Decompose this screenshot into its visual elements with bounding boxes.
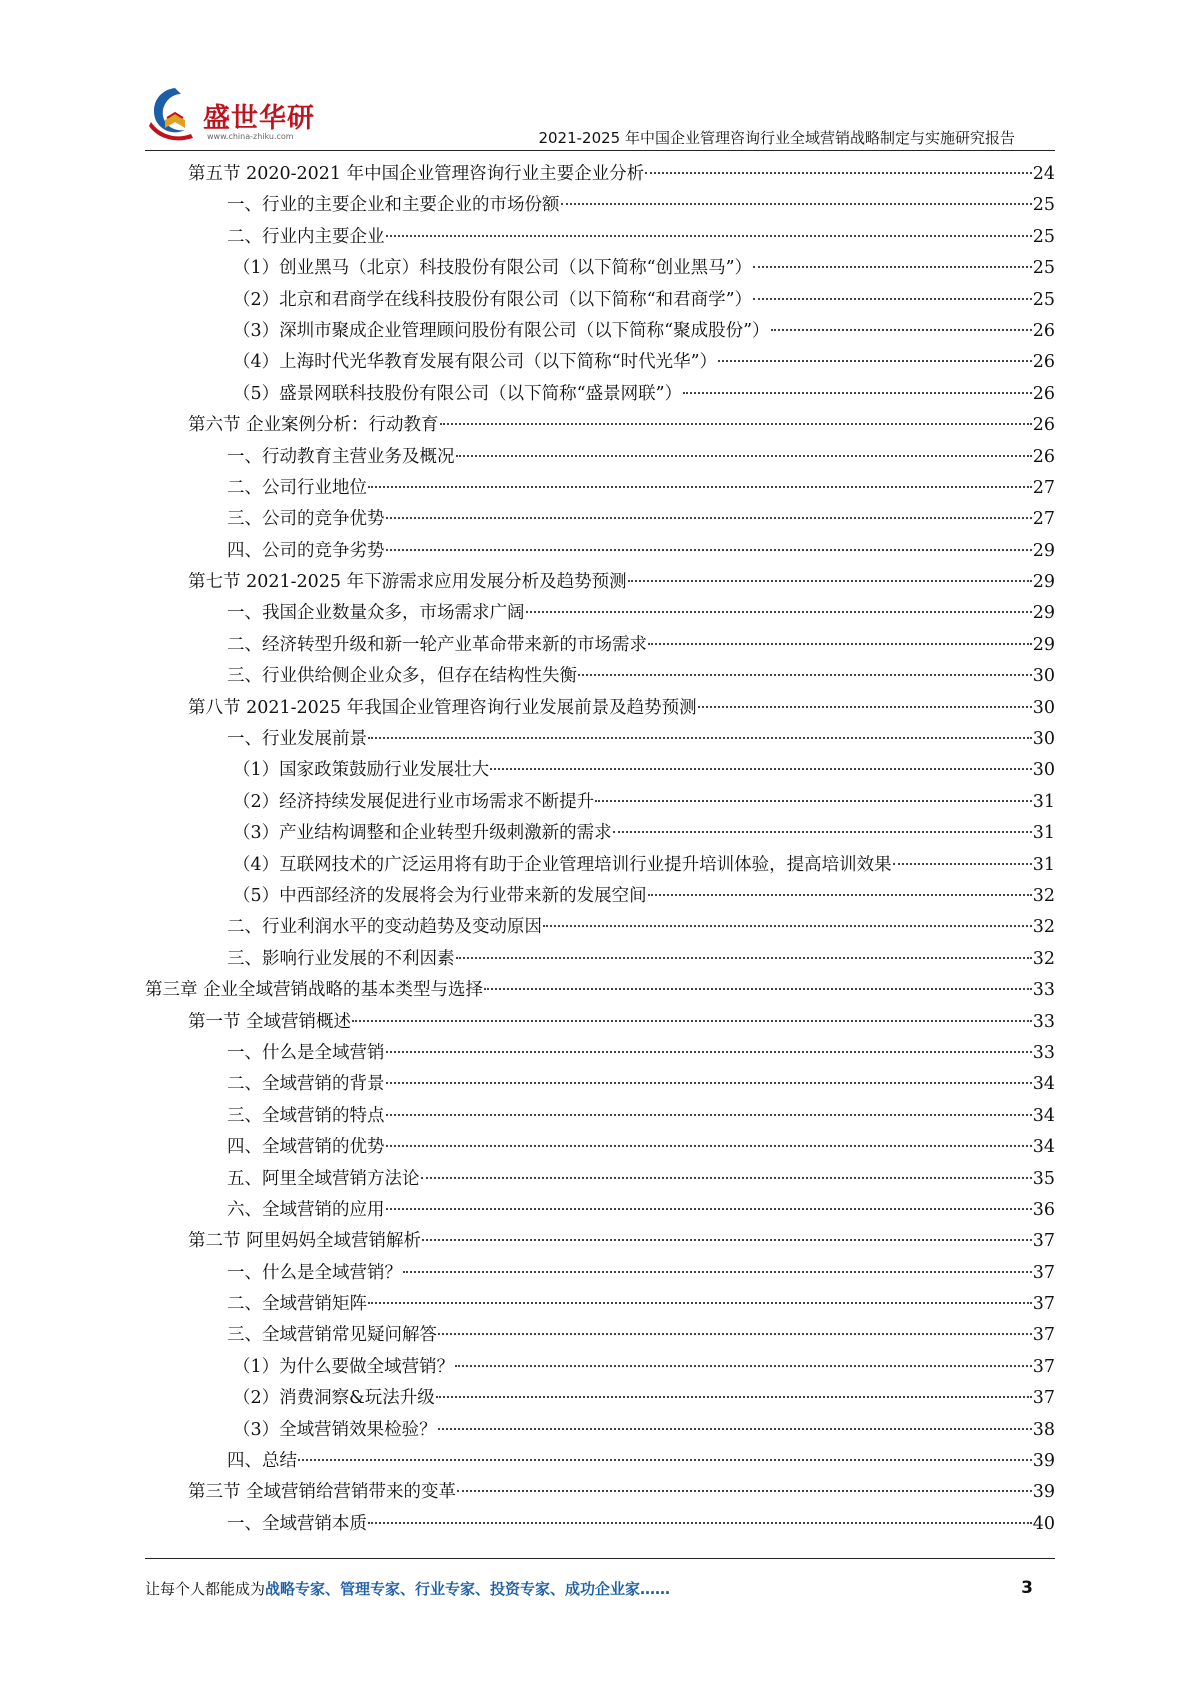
- toc-entry[interactable]: [145, 1509, 1055, 1540]
- toc-entry-title: （2）经济持续发展促进行业市场需求不断提升: [233, 791, 595, 812]
- toc-entry-title: 一、行动教育主营业务及概况: [227, 446, 455, 467]
- toc-leader-dots: [753, 266, 1032, 268]
- toc-entry-title: （4）上海时代光华教育发展有限公司（以下简称“时代光华”）: [233, 352, 718, 373]
- toc-entry-page: 34: [1032, 1074, 1055, 1095]
- toc-leader-dots: [455, 1365, 1032, 1367]
- toc-leader-dots: [648, 894, 1032, 896]
- toc-leader-dots: [386, 1208, 1032, 1210]
- toc-entry-page: 37: [1032, 1262, 1055, 1283]
- toc-entry-page: 25: [1032, 258, 1055, 279]
- toc-entry-page: 26: [1032, 446, 1055, 467]
- toc-entry-page: 26: [1032, 352, 1055, 373]
- toc-leader-dots: [368, 1302, 1032, 1304]
- toc-leader-dots: [753, 298, 1032, 300]
- toc-entry[interactable]: [145, 1007, 1055, 1038]
- toc-entry-title: （3）产业结构调整和企业转型升级刺激新的需求: [233, 823, 612, 844]
- toc-entry[interactable]: [145, 661, 1055, 692]
- toc-entry-title: 二、行业内主要企业: [227, 226, 385, 247]
- toc-entry[interactable]: [145, 1446, 1055, 1477]
- toc-leader-dots: [440, 423, 1032, 425]
- toc-leader-dots: [386, 549, 1032, 551]
- toc-entry-page: 30: [1032, 760, 1055, 781]
- toc-entry[interactable]: [145, 504, 1055, 535]
- footer-slogan-prefix: 让每个人都能成为: [145, 1580, 266, 1598]
- toc-entry[interactable]: [145, 159, 1055, 190]
- toc-entry-title: （4）互联网技术的广泛运用将有助于企业管理培训行业提升培训体验，提高培训效果: [233, 854, 892, 875]
- toc-leader-dots: [648, 643, 1032, 645]
- toc-entry-title: 四、公司的竞争劣势: [227, 540, 385, 561]
- toc-entry-page: 29: [1032, 603, 1055, 624]
- toc-entry[interactable]: [145, 1101, 1055, 1132]
- toc-leader-dots: [595, 800, 1032, 802]
- toc-entry-title: 二、全域营销矩阵: [227, 1294, 367, 1315]
- toc-entry-title: 第三节 全域营销给营销带来的变革: [188, 1482, 457, 1503]
- toc-entry-page: 27: [1032, 509, 1055, 530]
- toc-entry[interactable]: [145, 222, 1055, 253]
- toc-entry[interactable]: [145, 1069, 1055, 1100]
- toc-leader-dots: [893, 863, 1032, 865]
- toc-entry-page: 26: [1032, 320, 1055, 341]
- logo-name: 盛世华研: [203, 103, 315, 134]
- toc-leader-dots: [386, 235, 1032, 237]
- toc-leader-dots: [422, 1239, 1032, 1241]
- toc-entry-title: （1）国家政策鼓励行业发展壮大: [233, 760, 490, 781]
- toc-entry-page: 29: [1032, 634, 1055, 655]
- toc-entry-page: 25: [1032, 289, 1055, 310]
- toc-entry-page: 38: [1032, 1419, 1055, 1440]
- toc-leader-dots: [484, 988, 1032, 990]
- toc-entry-page: 39: [1032, 1482, 1055, 1503]
- report-title: 2021-2025 年中国企业管理咨询行业全域营销战略制定与实施研究报告: [538, 129, 1015, 147]
- toc-leader-dots: [386, 1082, 1032, 1084]
- toc-entry-title: （1）创业黑马（北京）科技股份有限公司（以下简称“创业黑马”）: [233, 258, 753, 279]
- page-footer: [145, 1578, 1055, 1608]
- toc-leader-dots: [456, 455, 1032, 457]
- toc-leader-dots: [421, 1177, 1032, 1179]
- toc-entry-title: 二、公司行业地位: [227, 477, 367, 498]
- toc-entry[interactable]: [145, 285, 1055, 316]
- toc-entry-title: 一、我国企业数量众多，市场需求广阔: [227, 603, 525, 624]
- toc-entry-title: 第七节 2021-2025 年下游需求应用发展分析及趋势预测: [188, 572, 627, 593]
- header-divider: [145, 150, 1055, 151]
- toc-entry-title: （3）全域营销效果检验？: [233, 1419, 437, 1440]
- toc-leader-dots: [645, 172, 1032, 174]
- toc-leader-dots: [386, 1114, 1032, 1116]
- toc-entry[interactable]: [145, 1352, 1055, 1383]
- toc-entry[interactable]: [145, 818, 1055, 849]
- toc-leader-dots: [403, 1271, 1032, 1273]
- toc-entry-page: 32: [1032, 917, 1055, 938]
- toc-entry-page: 35: [1032, 1168, 1055, 1189]
- toc-entry-page: 27: [1032, 477, 1055, 498]
- toc-entry[interactable]: [145, 912, 1055, 943]
- toc-entry[interactable]: [145, 379, 1055, 410]
- toc-entry-title: 三、行业供给侧企业众多，但存在结构性失衡: [227, 666, 577, 687]
- footer-divider: [145, 1558, 1055, 1559]
- toc-entry[interactable]: [145, 1383, 1055, 1414]
- toc-entry-title: 一、全域营销本质: [227, 1513, 367, 1534]
- toc-entry-page: 25: [1032, 226, 1055, 247]
- toc-leader-dots: [490, 768, 1032, 770]
- logo-url: www.china-zhiku.com: [207, 132, 294, 141]
- toc-entry[interactable]: [145, 944, 1055, 975]
- toc-entry-title: 一、行业的主要企业和主要企业的市场份额: [227, 195, 560, 216]
- toc-entry[interactable]: [145, 630, 1055, 661]
- toc-entry-page: 24: [1032, 164, 1055, 184]
- toc-entry-page: 33: [1032, 980, 1055, 1001]
- toc-entry-page: 37: [1032, 1388, 1055, 1409]
- toc-entry[interactable]: [145, 881, 1055, 912]
- toc-entry-title: 三、全域营销常见疑问解答: [227, 1325, 437, 1346]
- toc-entry-title: 一、什么是全域营销？: [227, 1262, 402, 1283]
- toc-entry-page: 30: [1032, 666, 1055, 687]
- toc-entry[interactable]: [145, 1477, 1055, 1508]
- toc-entry-title: （3）深圳市聚成企业管理顾问股份有限公司（以下简称“聚成股份”）: [233, 320, 770, 341]
- toc-entry[interactable]: [145, 787, 1055, 818]
- toc-entry[interactable]: [145, 190, 1055, 221]
- toc-leader-dots: [613, 831, 1032, 833]
- toc-entry-title: 第五节 2020-2021 年中国企业管理咨询行业主要企业分析: [188, 164, 645, 184]
- toc-entry-page: 34: [1032, 1137, 1055, 1158]
- toc-entry-title: 二、行业利润水平的变动趋势及变动原因: [227, 917, 542, 938]
- toc-leader-dots: [436, 1396, 1032, 1398]
- toc-entry-page: 29: [1032, 572, 1055, 593]
- toc-entry[interactable]: [145, 598, 1055, 629]
- footer-slogan-highlight: 战略专家、管理专家、行业专家、投资专家、成功企业家……: [265, 1580, 671, 1598]
- company-logo: [145, 80, 325, 148]
- toc-entry[interactable]: [145, 850, 1055, 881]
- toc-entry-title: 四、总结: [227, 1451, 297, 1472]
- toc-entry-page: 31: [1032, 854, 1055, 875]
- toc-entry-page: 26: [1032, 383, 1055, 404]
- toc-entry-title: （5）中西部经济的发展将会为行业带来新的发展空间: [233, 885, 647, 906]
- toc-entry-page: 29: [1032, 540, 1055, 561]
- toc-entry-page: 30: [1032, 729, 1055, 750]
- toc-entry-page: 31: [1032, 823, 1055, 844]
- toc-entry-page: 37: [1032, 1356, 1055, 1377]
- toc-entry-title: 四、全域营销的优势: [227, 1137, 385, 1158]
- toc-entry-title: 三、公司的竞争优势: [227, 509, 385, 530]
- toc-entry-page: 31: [1032, 791, 1055, 812]
- toc-leader-dots: [578, 674, 1032, 676]
- toc-entry[interactable]: [145, 1320, 1055, 1351]
- toc-entry-title: 一、行业发展前景: [227, 729, 367, 750]
- toc-entry-page: 37: [1032, 1294, 1055, 1315]
- toc-entry[interactable]: [145, 253, 1055, 284]
- toc-entry[interactable]: [145, 975, 1055, 1006]
- toc-entry-title: 二、全域营销的背景: [227, 1074, 385, 1095]
- toc-entry-title: 第一节 全域营销概述: [188, 1011, 352, 1032]
- toc-leader-dots: [298, 1459, 1032, 1461]
- toc-entry[interactable]: [145, 316, 1055, 347]
- toc-leader-dots: [457, 1490, 1032, 1492]
- toc-leader-dots: [386, 517, 1032, 519]
- toc-entry[interactable]: [145, 1258, 1055, 1289]
- toc-entry-title: 三、全域营销的特点: [227, 1105, 385, 1126]
- toc-entry[interactable]: [145, 473, 1055, 504]
- toc-entry-page: 33: [1032, 1042, 1055, 1063]
- toc-entry-title: （1）为什么要做全域营销？: [233, 1356, 455, 1377]
- toc-entry-page: 33: [1032, 1011, 1055, 1032]
- toc-entry[interactable]: [145, 1132, 1055, 1163]
- toc-leader-dots: [438, 1333, 1032, 1335]
- toc-entry-page: 34: [1032, 1105, 1055, 1126]
- toc-leader-dots: [698, 706, 1032, 708]
- toc-leader-dots: [352, 1020, 1032, 1022]
- toc-entry-title: （2）北京和君商学在线科技股份有限公司（以下简称“和君商学”）: [233, 289, 753, 310]
- toc-leader-dots: [368, 737, 1032, 739]
- toc-entry[interactable]: [145, 410, 1055, 441]
- toc-entry-title: 二、经济转型升级和新一轮产业革命带来新的市场需求: [227, 634, 647, 655]
- page-number: 3: [1021, 1578, 1033, 1598]
- toc-entry-title: （5）盛景网联科技股份有限公司（以下简称“盛景网联”）: [233, 383, 683, 404]
- toc-entry-page: 39: [1032, 1451, 1055, 1472]
- toc-entry-page: 26: [1032, 415, 1055, 436]
- toc-entry-title: 第三章 企业全域营销战略的基本类型与选择: [145, 980, 484, 1001]
- toc-leader-dots: [386, 1145, 1032, 1147]
- toc-entry-title: 第六节 企业案例分析：行动教育: [188, 415, 439, 436]
- table-of-contents: [145, 159, 1055, 1540]
- toc-leader-dots: [368, 1522, 1032, 1524]
- toc-leader-dots: [456, 957, 1032, 959]
- toc-leader-dots: [561, 203, 1032, 205]
- toc-entry[interactable]: [145, 1038, 1055, 1069]
- toc-entry-page: 25: [1032, 195, 1055, 216]
- toc-entry-page: 32: [1032, 948, 1055, 969]
- toc-entry-page: 30: [1032, 697, 1055, 718]
- toc-leader-dots: [771, 329, 1032, 331]
- toc-entry-title: 第八节 2021-2025 年我国企业管理咨询行业发展前景及趋势预测: [188, 697, 697, 718]
- toc-entry[interactable]: [145, 567, 1055, 598]
- toc-entry[interactable]: [145, 347, 1055, 378]
- toc-entry[interactable]: [145, 1415, 1055, 1446]
- toc-entry-page: 37: [1032, 1325, 1055, 1346]
- toc-entry[interactable]: [145, 442, 1055, 473]
- toc-leader-dots: [683, 392, 1032, 394]
- toc-leader-dots: [368, 486, 1032, 488]
- toc-entry[interactable]: [145, 755, 1055, 786]
- toc-entry[interactable]: [145, 1164, 1055, 1195]
- toc-entry-title: 六、全域营销的应用: [227, 1199, 385, 1220]
- toc-leader-dots: [386, 1051, 1032, 1053]
- toc-entry-title: 三、影响行业发展的不利因素: [227, 948, 455, 969]
- toc-entry[interactable]: [145, 1195, 1055, 1226]
- toc-entry[interactable]: [145, 724, 1055, 755]
- toc-leader-dots: [628, 580, 1032, 582]
- toc-leader-dots: [526, 611, 1032, 613]
- toc-leader-dots: [543, 925, 1032, 927]
- logo-emblem-icon: [145, 82, 205, 142]
- toc-entry-title: （2）消费洞察&玩法升级: [233, 1388, 435, 1409]
- toc-entry-page: 32: [1032, 885, 1055, 906]
- toc-entry-title: 第二节 阿里妈妈全域营销解析: [188, 1231, 422, 1252]
- toc-entry-page: 37: [1032, 1231, 1055, 1252]
- toc-entry[interactable]: [145, 1226, 1055, 1257]
- toc-leader-dots: [718, 360, 1032, 362]
- toc-entry-title: 一、什么是全域营销: [227, 1042, 385, 1063]
- page-header: [145, 80, 1055, 148]
- toc-leader-dots: [438, 1428, 1032, 1430]
- toc-entry[interactable]: [145, 693, 1055, 724]
- toc-entry-title: 五、阿里全域营销方法论: [227, 1168, 420, 1189]
- toc-entry[interactable]: [145, 1289, 1055, 1320]
- toc-entry[interactable]: [145, 536, 1055, 567]
- toc-entry-page: 36: [1032, 1199, 1055, 1220]
- toc-entry-page: 40: [1032, 1513, 1055, 1534]
